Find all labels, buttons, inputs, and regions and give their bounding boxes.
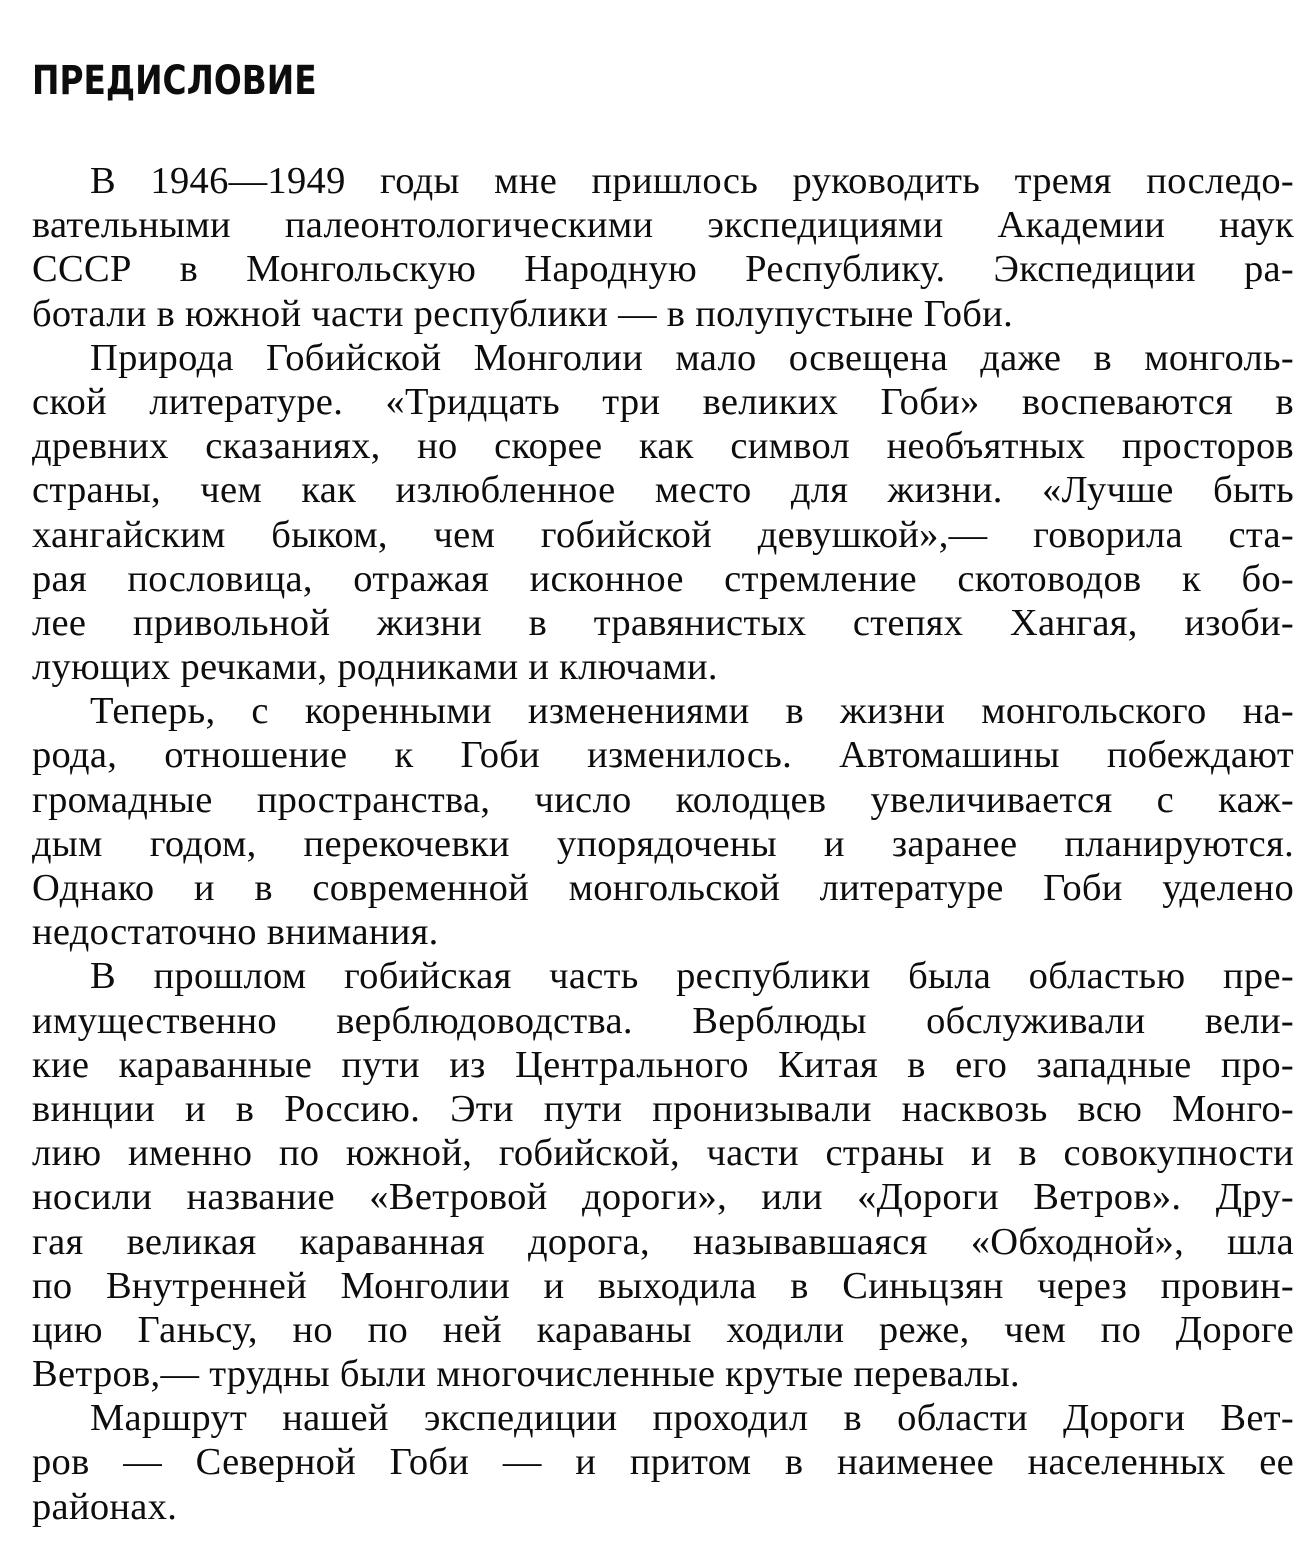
text-line: по Внутренней Монголии и выходила в Синьцзян через провин- [32,1264,1294,1307]
text-line: Маршрут нашей экспедиции проходил в области Дороги Вет- [90,1397,1294,1440]
text-line: ботали в южной части республики — в полупустыне Гоби. [32,292,1014,335]
paragraph [32,336,1294,690]
text-line: винции и в Россию. Эти пути пронизывали насквозь всю Монго- [32,1087,1294,1130]
text-line: страны, чем как излюбленное место для жизни. «Лучше быть [32,469,1294,512]
text-line: лию именно по южной, гобийской, части страны и в совокупности [32,1132,1294,1175]
paragraph [32,1396,1294,1529]
text-line: ров — Северной Гоби — и притом в наименее населенных ее [32,1441,1294,1484]
text-line: В прошлом гобийская часть республики была областью пре- [90,955,1294,998]
text-line: вательными палеонтологическими экспедициями Академии наук [32,204,1294,247]
text-line: рода, отношение к Гоби изменилось. Автомашины побеждают [32,734,1294,777]
text-line: дым годом, перекочевки упорядочены и заранее планируются. [32,822,1294,865]
text-line: В 1946—1949 годы мне пришлось руководить тремя последо- [90,160,1294,202]
body-text [32,159,1294,1529]
text-line: Ветров,— трудны были многочисленные крутые перевалы. [32,1353,1020,1396]
paragraph [32,689,1294,954]
paragraph [32,954,1294,1396]
text-line: районах. [32,1485,178,1528]
text-line: кие караванные пути из Центрального Китая в его западные про- [32,1043,1294,1086]
page [32,50,1294,1529]
page-title: ПРЕДИСЛОВИЕ [32,58,317,104]
text-line: громадные пространства, число колодцев увеличивается с каж- [32,778,1294,821]
paragraph [32,159,1294,336]
text-line: хангайским быком, чем гобийской девушкой»,— говорила ста- [32,513,1294,556]
text-line: цию Ганьсу, но по ней караваны ходили реже, чем по Дороге [32,1308,1294,1351]
text-line: Природа Гобийской Монголии мало освещена даже в монголь- [90,336,1294,379]
text-line: имущественно верблюдоводства. Верблюды обслуживали вели- [32,999,1294,1042]
text-line: Однако и в современной монгольской литературе Гоби уделено [32,867,1294,909]
text-line: недостаточно внимания. [32,911,439,954]
text-line: древних сказаниях, но скорее как символ необъятных просторов [32,425,1294,468]
text-line: лее привольной жизни в травянистых степях Хангая, изоби- [32,601,1294,644]
text-line: лующих речками, родниками и ключами. [32,646,718,689]
text-line: гая великая караванная дорога, называвшаяся «Обходной», шла [32,1220,1294,1263]
text-line: носили название «Ветровой дороги», или «Дороги Ветров». Дру- [32,1176,1294,1219]
text-line: рая пословица, отражая исконное стремление скотоводов к бо- [32,557,1294,600]
text-line: СССР в Монгольскую Народную Республику. Экспедиции ра- [32,248,1294,291]
text-line: Теперь, с коренными изменениями в жизни монгольского на- [90,690,1294,733]
text-line: ской литературе. «Тридцать три великих Гоби» воспеваются в [32,380,1294,423]
